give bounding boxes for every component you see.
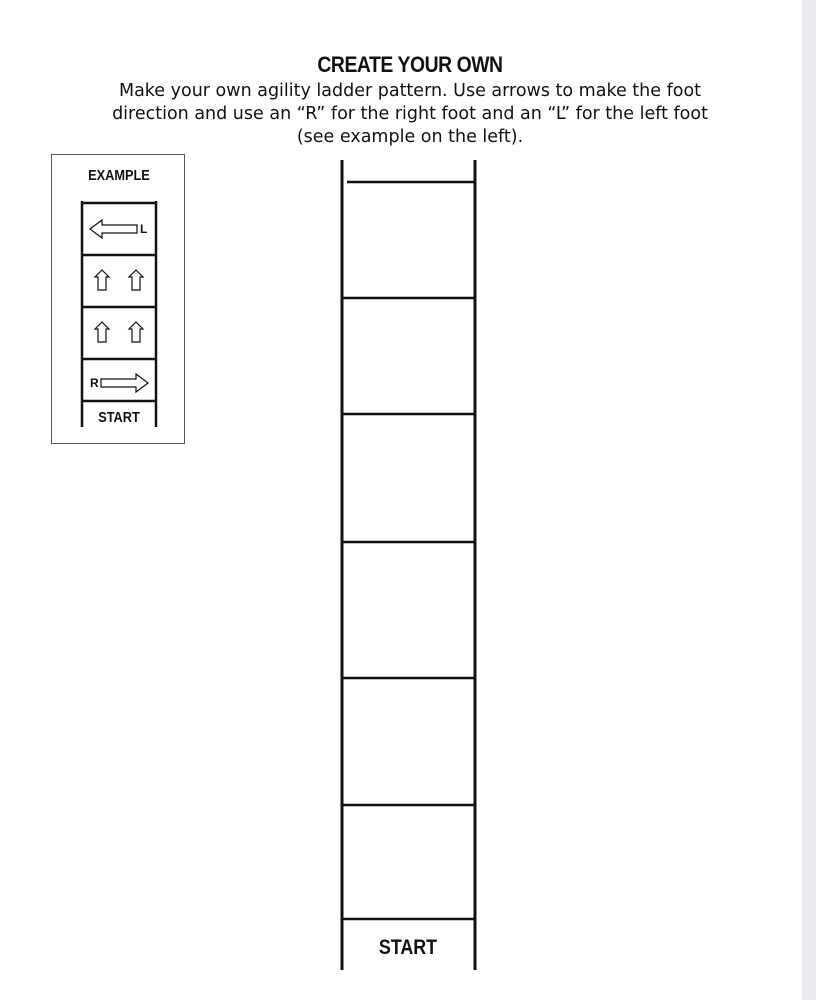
- instructions-text: Make your own agility ladder pattern. Use arrows to make the foot direction and use an “R” for the right foot and an “L” for the left foot (see example on the left).: [112, 81, 708, 147]
- ladder-square[interactable]: [344, 807, 473, 918]
- ladder-square[interactable]: [344, 416, 473, 541]
- example-start-label: START: [98, 409, 140, 426]
- ladder-square[interactable]: [344, 300, 473, 413]
- ladder-start-label: START: [378, 936, 438, 959]
- ladder-square[interactable]: [344, 680, 473, 804]
- left-foot-letter: L: [140, 222, 148, 236]
- ladder-square[interactable]: [344, 184, 473, 297]
- example-label: EXAMPLE: [88, 167, 150, 184]
- right-foot-letter: R: [90, 376, 99, 390]
- ladder-square[interactable]: [344, 544, 473, 677]
- page-title: CREATE YOUR OWN: [317, 52, 503, 77]
